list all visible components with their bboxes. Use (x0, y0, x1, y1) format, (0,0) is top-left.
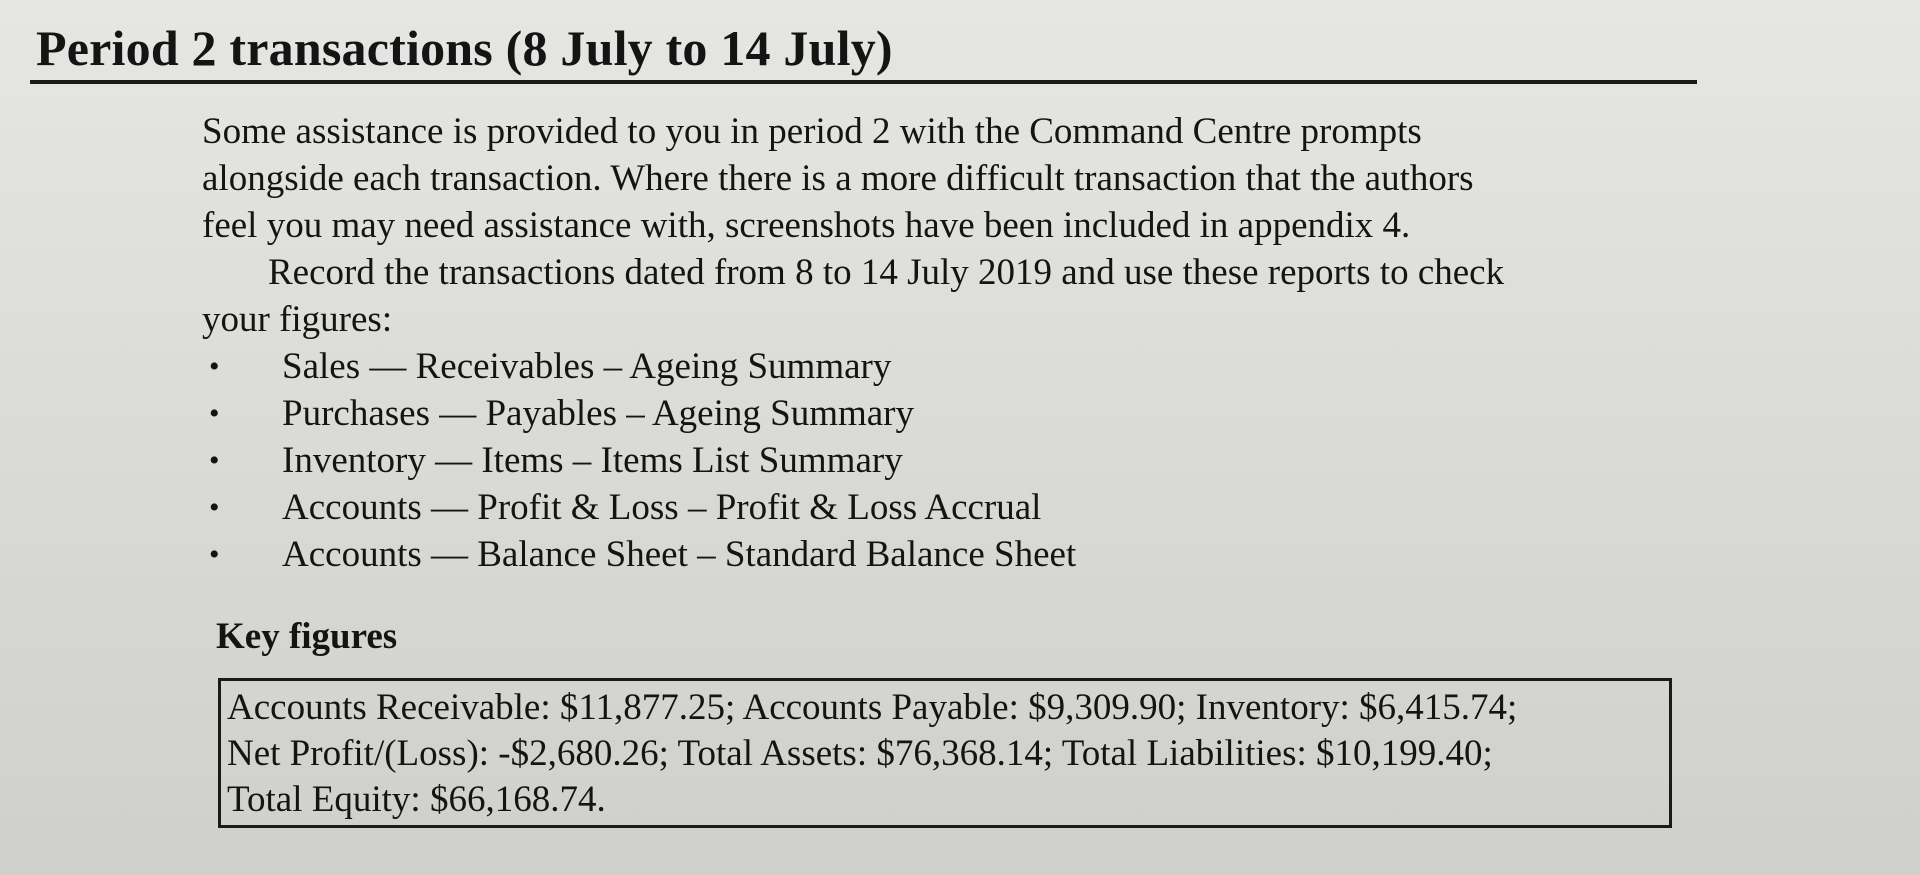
key-figures-box (218, 678, 1672, 828)
intro-line-3: feel you may need assistance with, screenshots have been included in appendix 4. (202, 205, 1411, 246)
list-item (202, 437, 1702, 484)
key-figures-heading: Key figures (216, 616, 398, 657)
list-item-text: Inventory — Items – Items List Summary (282, 440, 903, 481)
list-item (202, 343, 1702, 390)
bullet-icon: • (209, 444, 220, 477)
list-item-text: Sales — Receivables – Ageing Summary (282, 346, 892, 387)
key-figures-line-3: Total Equity: $66,168.74. (227, 779, 606, 820)
list-item (202, 484, 1702, 531)
record-line-1: Record the transactions dated from 8 to 14 July 2019 and use these reports to check (268, 252, 1505, 293)
intro-line-2: alongside each transaction. Where there is a more difficult transaction that the authors (202, 158, 1474, 199)
bullet-icon: • (209, 491, 220, 524)
key-figures-line-2: Net Profit/(Loss): -$2,680.26; Total Assets: $76,368.14; Total Liabilities: $10,199.40; (227, 733, 1493, 774)
body-text (202, 108, 1702, 578)
bullet-icon: • (209, 350, 220, 383)
list-item (202, 390, 1702, 437)
report-list (202, 343, 1702, 578)
list-item (202, 531, 1702, 578)
list-item-text: Accounts — Balance Sheet – Standard Balance Sheet (282, 534, 1077, 575)
key-figures-line-1: Accounts Receivable: $11,877.25; Accounts Payable: $9,309.90; Inventory: $6,415.74; (227, 687, 1518, 728)
bullet-icon: • (209, 538, 220, 571)
list-item-text: Purchases — Payables – Ageing Summary (282, 393, 914, 434)
record-line-2: your figures: (202, 299, 393, 340)
bullet-icon: • (209, 397, 220, 430)
intro-line-1: Some assistance is provided to you in period 2 with the Command Centre prompts (202, 111, 1422, 152)
heading-rule (30, 80, 1697, 84)
list-item-text: Accounts — Profit & Loss – Profit & Loss Accrual (282, 487, 1042, 528)
section-heading: Period 2 transactions (8 July to 14 July) (36, 20, 893, 76)
